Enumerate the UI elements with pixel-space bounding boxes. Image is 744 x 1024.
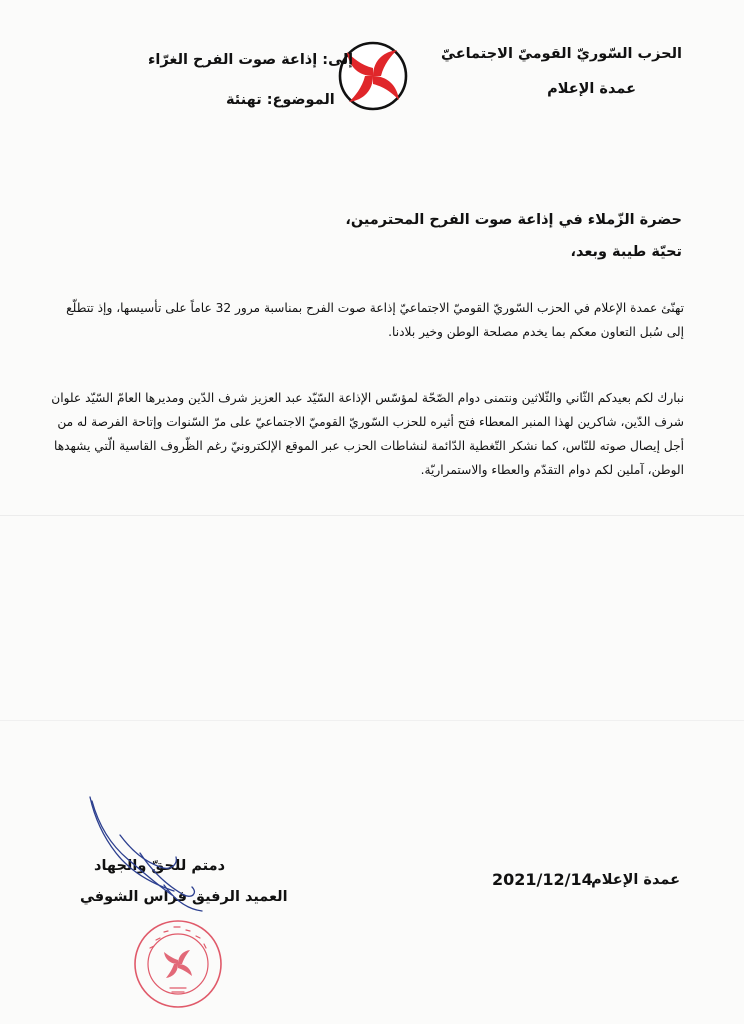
party-emblem-icon: [337, 40, 409, 112]
paper-fold-line: [0, 720, 744, 721]
paragraph-line: الوطن، آملين لكم دوام التقدّم والعطاء والاستمراريّة.: [420, 463, 684, 477]
subject-line: الموضوع: تهنئة: [226, 92, 335, 108]
paragraph-thanks: [51, 386, 684, 482]
department-name: عمدة الإعلام: [547, 81, 636, 97]
paragraph-line: شرف الدّين، شاكرين لهذا المنبر المعطاء فتح أثيره للحزب السّوريّ القوميّ الاجتماعيّ على مرّ السّنوات وإتاحة الفرصة له من: [57, 415, 684, 429]
opening-greeting: تحيّة طيبة وبعد،: [570, 244, 682, 260]
party-name: الحزب السّوريّ القوميّ الاجتماعيّ: [441, 46, 682, 62]
paragraph-line: إلى سُبل التعاون معكم بما يخدم مصلحة الوطن وخير بلادنا.: [388, 325, 684, 339]
handwritten-signature: [80, 795, 250, 915]
closing-motto: دمتم للحقّ والجهاد: [94, 858, 226, 874]
paragraph-line: تهنّئ عمدة الإعلام في الحزب السّوريّ القوميّ الاجتماعيّ إذاعة صوت الفرح بمناسبة مرور 32 عاماً على تأسيسها، وإذ تتطلّع: [66, 301, 684, 315]
signatory-name: العميد الرفيق فراس الشوفي: [80, 889, 288, 905]
paragraph-line: نبارك لكم بعيدكم الثّاني والثّلاثين ونتمنى دوام الصّحّة لمؤسّس الإذاعة السّيّد عبد العزيز شرف الدّين ومديرها العامّ السّيّد علوان: [51, 391, 684, 405]
letter-date: 2021/12/14: [492, 870, 593, 889]
paper-fold-line: [0, 515, 744, 516]
recipient-line: إلى: إذاعة صوت الفرح الغرّاء: [148, 52, 354, 68]
closing-sender: عمدة الإعلام: [591, 872, 680, 888]
salutation: حضرة الزّملاء في إذاعة صوت الفرح المحترمين،: [345, 212, 682, 228]
paragraph-line: أجل إيصال صوته للنّاس، كما نشكر التّغطية الدّائمة لنشاطات الحزب عبر الموقع الإلكترونيّ رغم الظّروف القاسية الّتي يشهدها: [54, 439, 684, 453]
official-stamp-icon: [132, 918, 224, 1010]
paragraph-congratulation: [62, 296, 684, 344]
